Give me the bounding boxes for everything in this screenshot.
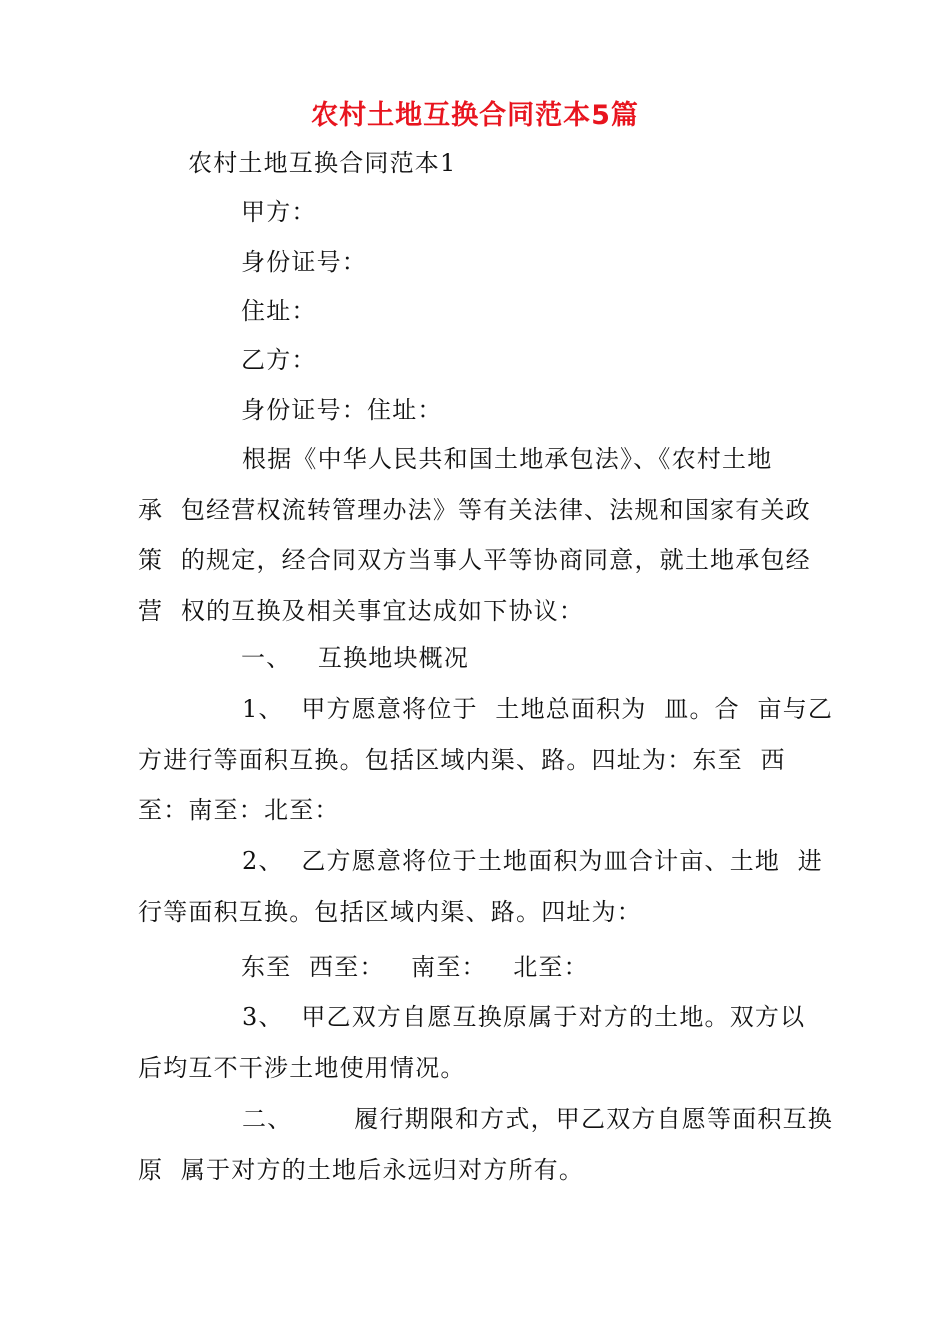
section-2-paragraph xyxy=(138,1094,834,1195)
item-1-line: 方进行等面积互换。包括区域内渠、路。四址为：东至 西 xyxy=(138,745,786,774)
id-number-a-field: 身份证号： xyxy=(241,248,367,276)
intro-line: 根据《中华人民共和国土地承包法》、《农村土地 xyxy=(242,445,773,473)
party-a-field: 甲方： xyxy=(241,198,317,226)
item-1-line: 1、 甲方愿意将位于 土地总面积为 皿。合 亩与乙 xyxy=(242,695,834,723)
item-3-line: 后均互不干涉土地使用情况。 xyxy=(138,1053,466,1082)
item-1-paragraph xyxy=(138,684,834,836)
item-1-line: 至：南至：北至： xyxy=(138,796,340,824)
contract-subtitle: 农村土地互换合同范本1 xyxy=(188,149,457,177)
item-2-boundaries: 东至 西至： 南至： 北至： xyxy=(241,953,589,981)
document-title: 农村土地互换合同范本5篇 xyxy=(311,100,639,131)
intro-paragraph xyxy=(138,434,818,636)
item-2-line: 2、 乙方愿意将位于土地面积为皿合计亩、土地 进 xyxy=(242,847,823,875)
item-2-paragraph xyxy=(138,836,823,937)
item-3-line: 3、 甲乙双方自愿互换原属于对方的土地。双方以 xyxy=(242,1003,806,1031)
section-2-line: 二、 履行期限和方式，甲乙双方自愿等面积互换 xyxy=(242,1105,834,1133)
item-2-line: 行等面积互换。包括区域内渠、路。四址为： xyxy=(138,897,642,926)
address-a-field: 住址： xyxy=(241,297,317,325)
intro-line: 营 权的互换及相关事宜达成如下协议： xyxy=(138,596,585,625)
intro-line: 承 包经营权流转管理办法》等有关法律、法规和国家有关政 xyxy=(138,495,811,524)
intro-line: 策 的规定，经合同双方当事人平等协商同意，就土地承包经 xyxy=(138,546,811,574)
item-3-paragraph xyxy=(138,992,818,1093)
id-address-b-field: 身份证号：住址： xyxy=(241,396,443,424)
section-1-heading: 一、 互换地块概况 xyxy=(241,644,470,672)
party-b-field: 乙方： xyxy=(241,346,317,374)
section-2-line: 原 属于对方的土地后永远归对方所有。 xyxy=(138,1155,585,1184)
